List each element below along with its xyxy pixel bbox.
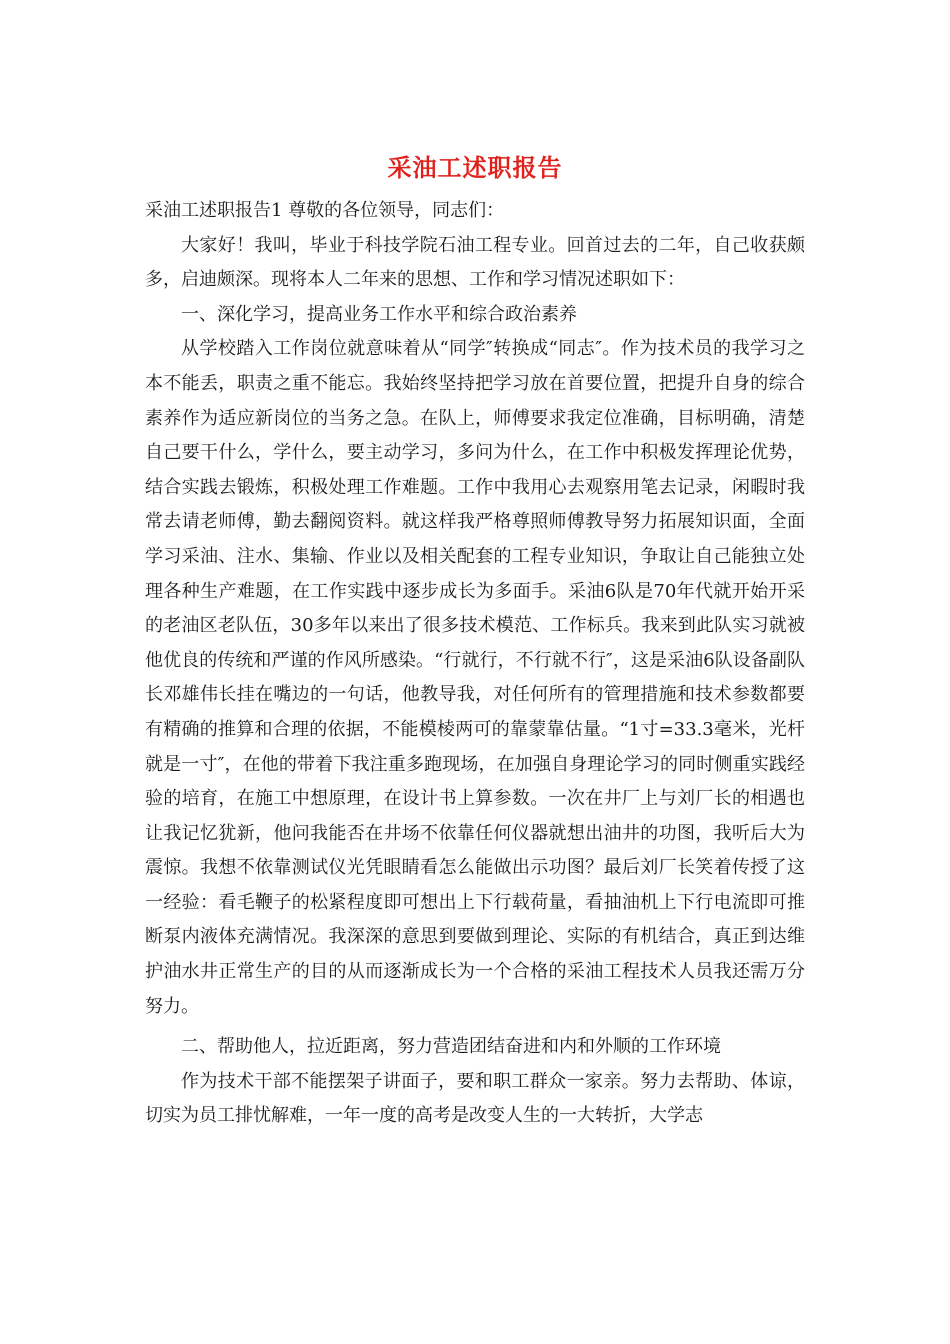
opening-line: 采油工述职报告1 尊敬的各位领导，同志们： bbox=[145, 200, 505, 221]
paragraph-section-1: 从学校踏入工作岗位就意味着从“同学″转换成“同志″。作为技术员的我学习之本不能丢，职责之重不能忘。我始终坚持把学习放在首要位置，把提升自身的综合素养作为适应新岗位的当务之急。在队上，师傅要求我定位准确，目标明确，清楚自己要干什么，学什么，要主动学习，多问为什么，在工作中积极发挥理论优势，结合实践去锻炼，积极处理工作难题。工作中我用心去观察用笔去记录，闲暇时我常去请老师傅，勤去翻阅资料。就这样我严格尊照师傅教导努力拓展知识面，全面学习采油、注水、集输、作业以及相关配套的工程专业知识，争取让自己能独立处理各种生产难题，在工作实践中逐步成长为多面手。采油6队是70年代就开始开采的老油区老队伍，30多年以来出了很多技术模范、工作标兵。我来到此队实习就被他优良的传统和严谨的作风所感染。“行就行，不行就不行″，这是采油6队设备副队长邓雄伟长挂在嘴边的一句话，他教导我，对任何所有的管理措施和技术参数都要有精确的推算和合理的依据，不能模棱两可的靠蒙靠估量。“1寸=33.3毫米，光杆就是一寸″，在他的带着下我注重多跑现场，在加强自身理论学习的同时侧重实践经验的培育，在施工中想原理，在设计书上算参数。一次在井厂上与刘厂长的相遇也让我记忆犹新，他问我能否在井场不依靠任何仪器就想出油井的功图，我听后大为震惊。我想不依靠测试仪光凭眼睛看怎么能做出示功图？最后刘厂长笑着传授了这一经验：看毛鞭子的松紧程度即可想出上下行载荷量，看抽油机上下行电流即可推断泵内液体充满情况。我深深的意思到要做到理论、实际的有机结合，真正到达维护油水井正常生产的目的从而逐渐成长为一个合格的采油工程技术人员我还需万分努力。 bbox=[145, 338, 805, 1017]
section-heading-1: 一、深化学习，提高业务工作水平和综合政治素养 bbox=[181, 303, 577, 325]
document-body bbox=[145, 194, 805, 1134]
paragraph-section-2: 作为技术干部不能摆架子讲面子，要和职工群众一家亲。努力去帮助、体谅，切实为员工排忧解难，一年一度的高考是改变人生的一大转折，大学志 bbox=[145, 1070, 805, 1127]
paragraph-intro: 大家好！我叫，毕业于科技学院石油工程专业。回首过去的二年，自己收获颇多，启迪颇深。现将本人二年来的思想、工作和学习情况述职如下： bbox=[145, 234, 805, 291]
document-title: 采油工述职报告 bbox=[387, 153, 563, 182]
section-heading-2: 二、帮助他人，拉近距离，努力营造团结奋进和内和外顺的工作环境 bbox=[181, 1036, 721, 1058]
